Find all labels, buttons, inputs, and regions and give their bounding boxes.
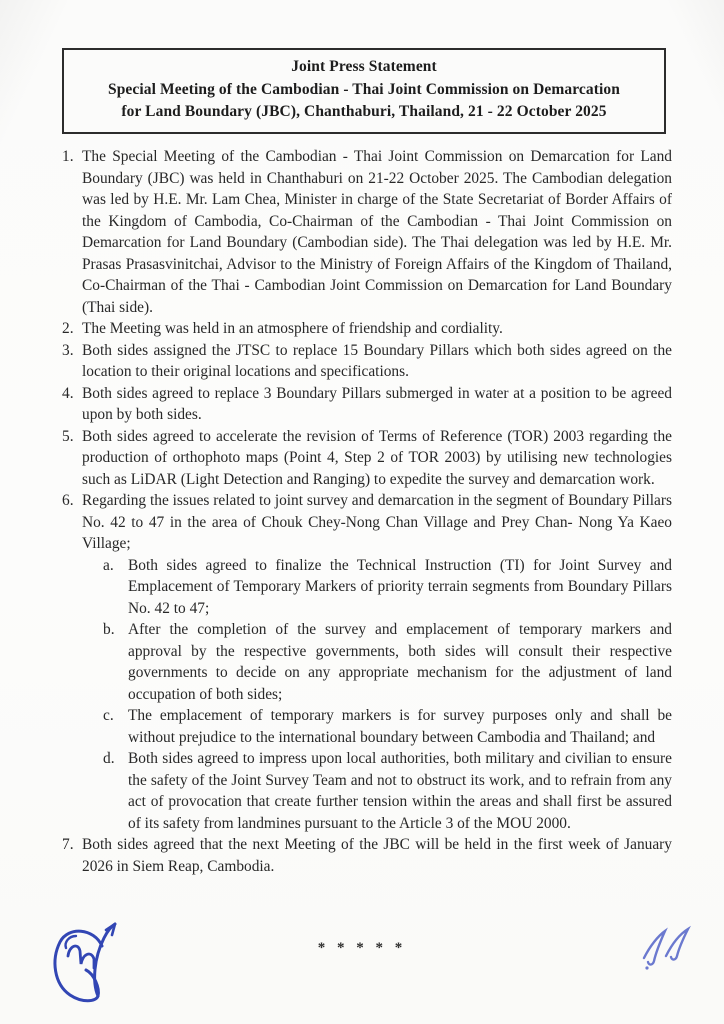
title-line-2: Special Meeting of the Cambodian - Thai Joint Commission on Demarcation [107, 80, 620, 98]
signature-right-icon [634, 924, 698, 980]
subitem-text: Both sides agreed to finalize the Technical Instruction (TI) for Joint Survey and Emplacement of Temporary Markers of priority terrain segments from Boundary Pillars No. 42 to 47; [128, 556, 672, 617]
item-number: 1. [62, 148, 74, 165]
list-subitem-6b [103, 619, 672, 705]
list-subitem-6c [103, 705, 672, 748]
list-item-2 [62, 318, 672, 340]
item-number: 5. [62, 427, 74, 445]
item-text: Regarding the issues related to joint survey and demarcation in the segment of Boundary Pillars No. 42 to 47 in the area of Chouk Chey-Nong Chan Village and Prey Chan- Nong Ya Kaeo Village; [82, 492, 672, 552]
list-item-3 [62, 340, 672, 383]
subitem-text: The emplacement of temporary markers is for survey purposes only and shall be without prejudice to the international boundary between Cambodia and Thailand; and [128, 707, 672, 746]
item-text: The Special Meeting of the Cambodian - Thai Joint Commission on Demarcation for Land Boundary (JBC) was held in Chanthaburi on 21-22 October 2025. The Cambodian delegation was led by H.E. Mr. Lam Chea, Minister in charge of the State Secretariat of Border Affairs of the Kingdom of Cambodia, Co-Chairman of the Cambodian - Thai Joint Commission on Demarcation for Land Boundary (Cambodian side). The Thai delegation was led by H.E. Mr. Prasas Prasasvinitchai, Advisor to the Ministry of Foreign Affairs of the Kingdom of Thailand, Co-Chairman of the Thai - Cambodian Joint Commission on Demarcation for Land Boundary (Thai side). [82, 148, 672, 316]
item-number: 7. [62, 836, 74, 853]
document-body [62, 146, 672, 877]
subitem-text: After the completion of the survey and emplacement of temporary markers and approval by the respective governments, both sides will consult their respective governments to decide on any appropriate mechanism for the adjustment of land occupation of both sides; [128, 621, 672, 703]
subitem-letter: d. [103, 750, 115, 767]
list-subitem-6d [103, 748, 672, 834]
item-number: 4. [62, 384, 74, 402]
title-line-3: for Land Boundary (JBC), Chanthaburi, Thailand, 21 - 22 October 2025 [121, 103, 607, 120]
item-number: 2. [62, 320, 74, 337]
item-number: 3. [62, 341, 74, 359]
subitem-text: Both sides agreed to impress upon local authorities, both military and civilian to ensure the safety of the Joint Survey Team and not to obstruct its work, and to refrain from any act of provocation that create further tension within the areas and shall first be assured of its safety from landmines pursuant to the Article 3 of the MOU 2000. [128, 750, 672, 832]
item-number: 6. [62, 492, 74, 509]
subitem-letter: c. [103, 707, 114, 724]
list-item-7 [62, 834, 672, 877]
list-item-1 [62, 146, 672, 318]
end-of-document-asterisks: * * * * * [317, 940, 407, 956]
item-text: Both sides agreed that the next Meeting of the JBC will be held in the first week of January 2026 in Siem Reap, Cambodia. [82, 836, 672, 875]
list-item-6 [62, 490, 672, 555]
title-line-1: Joint Press Statement [291, 58, 437, 75]
list-item-5 [62, 426, 672, 491]
signature-left-icon [36, 918, 136, 1018]
subitem-letter: b. [103, 621, 115, 638]
document-title-box [62, 48, 666, 134]
item-text: Both sides assigned the JTSC to replace 15 Boundary Pillars which both sides agreed on the location to their original locations and specifications. [82, 341, 672, 380]
item-text: Both sides agreed to accelerate the revision of Terms of Reference (TOR) 2003 regarding the production of orthophoto maps (Point 4, Step 2 of TOR 2003) by utilising new technologies such as LiDAR (Light Detection and Ranging) to expedite the survey and demarcation work. [82, 427, 672, 488]
list-subitem-6a [103, 555, 672, 620]
item-text: Both sides agreed to replace 3 Boundary Pillars submerged in water at a position to be agreed upon by both sides. [82, 384, 672, 423]
item-text: The Meeting was held in an atmosphere of friendship and cordiality. [82, 320, 503, 337]
list-item-4 [62, 383, 672, 426]
subitem-letter: a. [103, 556, 114, 574]
